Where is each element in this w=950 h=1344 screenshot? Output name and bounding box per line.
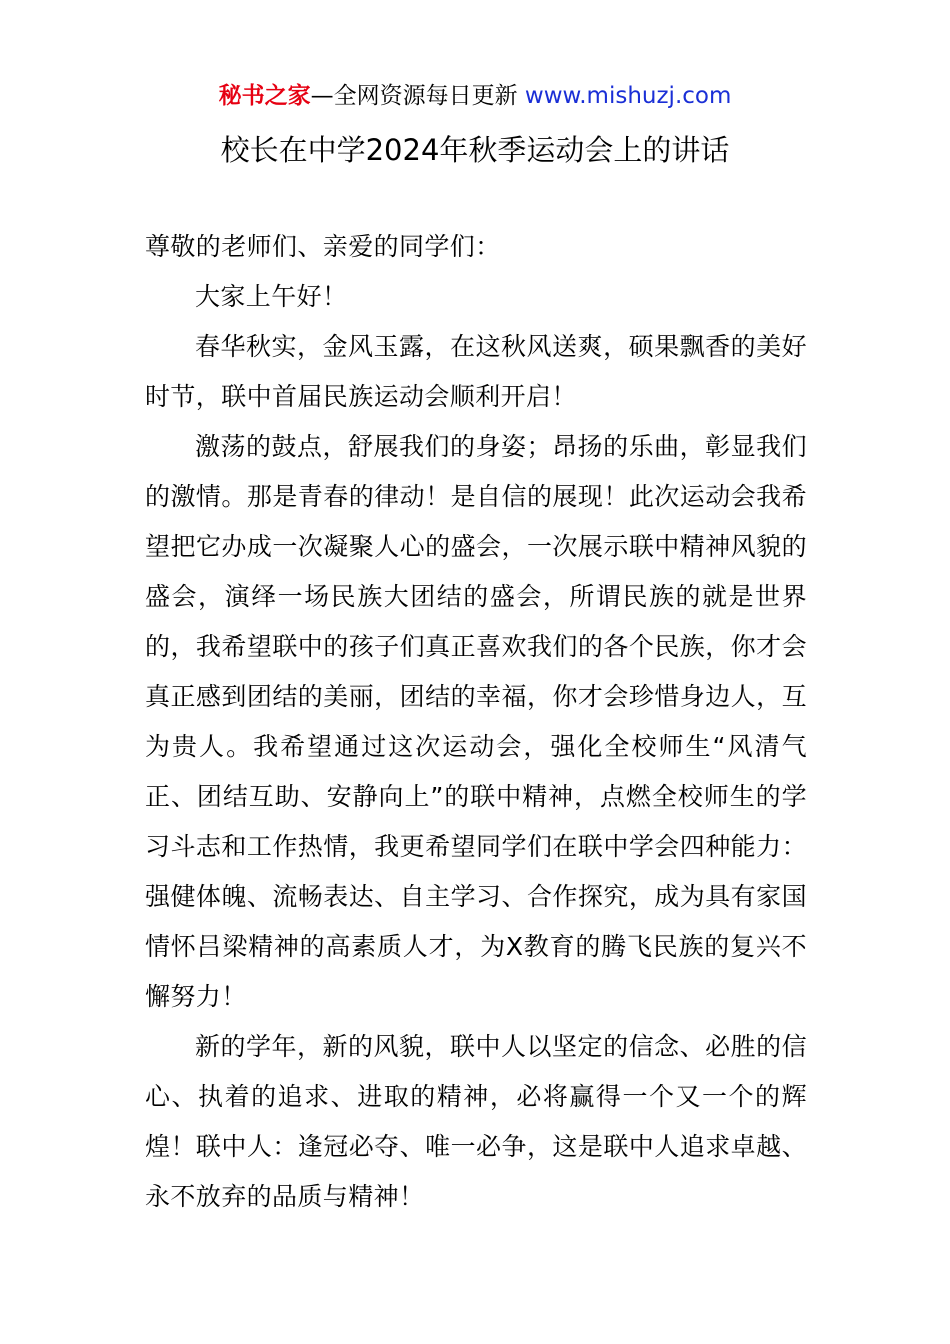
document-title: 校长在中学2024年秋季运动会上的讲话 <box>220 133 730 167</box>
paragraph-main: 激荡的鼓点，舒展我们的身姿；昂扬的乐曲，彰显我们的激情。那是青春的律动！是自信的展现！此次运动会我希望把它办成一次凝聚人心的盛会，一次展示联中精神风貌的盛会，演绎一场民族大团结的盛会，所谓民族的就是世界的，我希望联中的孩子们真正喜欢我们的各个民族，你才会真正感到团结的美丽，团结的幸福，你才会珍惜身边人，互为贵人。我希望通过这次运动会，强化全校师生“风清气正、团结互助、安静向上”的联中精神，点燃全校师生的学习斗志和工作热情，我更希望同学们在联中学会四种能力：强健体魄、流畅表达、自主学习、合作探究，成为具有家国情怀吕梁精神的高素质人才，为X教育的腾飞民族的复兴不懈努力！ <box>145 432 807 1011</box>
document-body <box>145 222 807 1222</box>
paragraph-opening: 春华秋实，金风玉露，在这秋风送爽，硕果飘香的美好时节，联中首届民族运动会顺利开启！ <box>145 332 807 411</box>
paragraph-greeting: 大家上午好！ <box>195 282 348 311</box>
brand-name: 秘书之家 <box>218 83 311 109</box>
salutation: 尊敬的老师们、亲爱的同学们： <box>145 232 501 261</box>
site-link[interactable]: www.mishuzj.com <box>524 83 732 109</box>
paragraph-closing: 新的学年，新的风貌，联中人以坚定的信念、必胜的信心、执着的追求、进取的精神，必将赢得一个又一个的辉煌！联中人：逢冠必夺、唯一必争，这是联中人追求卓越、永不放弃的品质与精神！ <box>145 1032 807 1211</box>
header-tagline: —全网资源每日更新 <box>310 83 525 109</box>
site-header <box>0 80 950 112</box>
